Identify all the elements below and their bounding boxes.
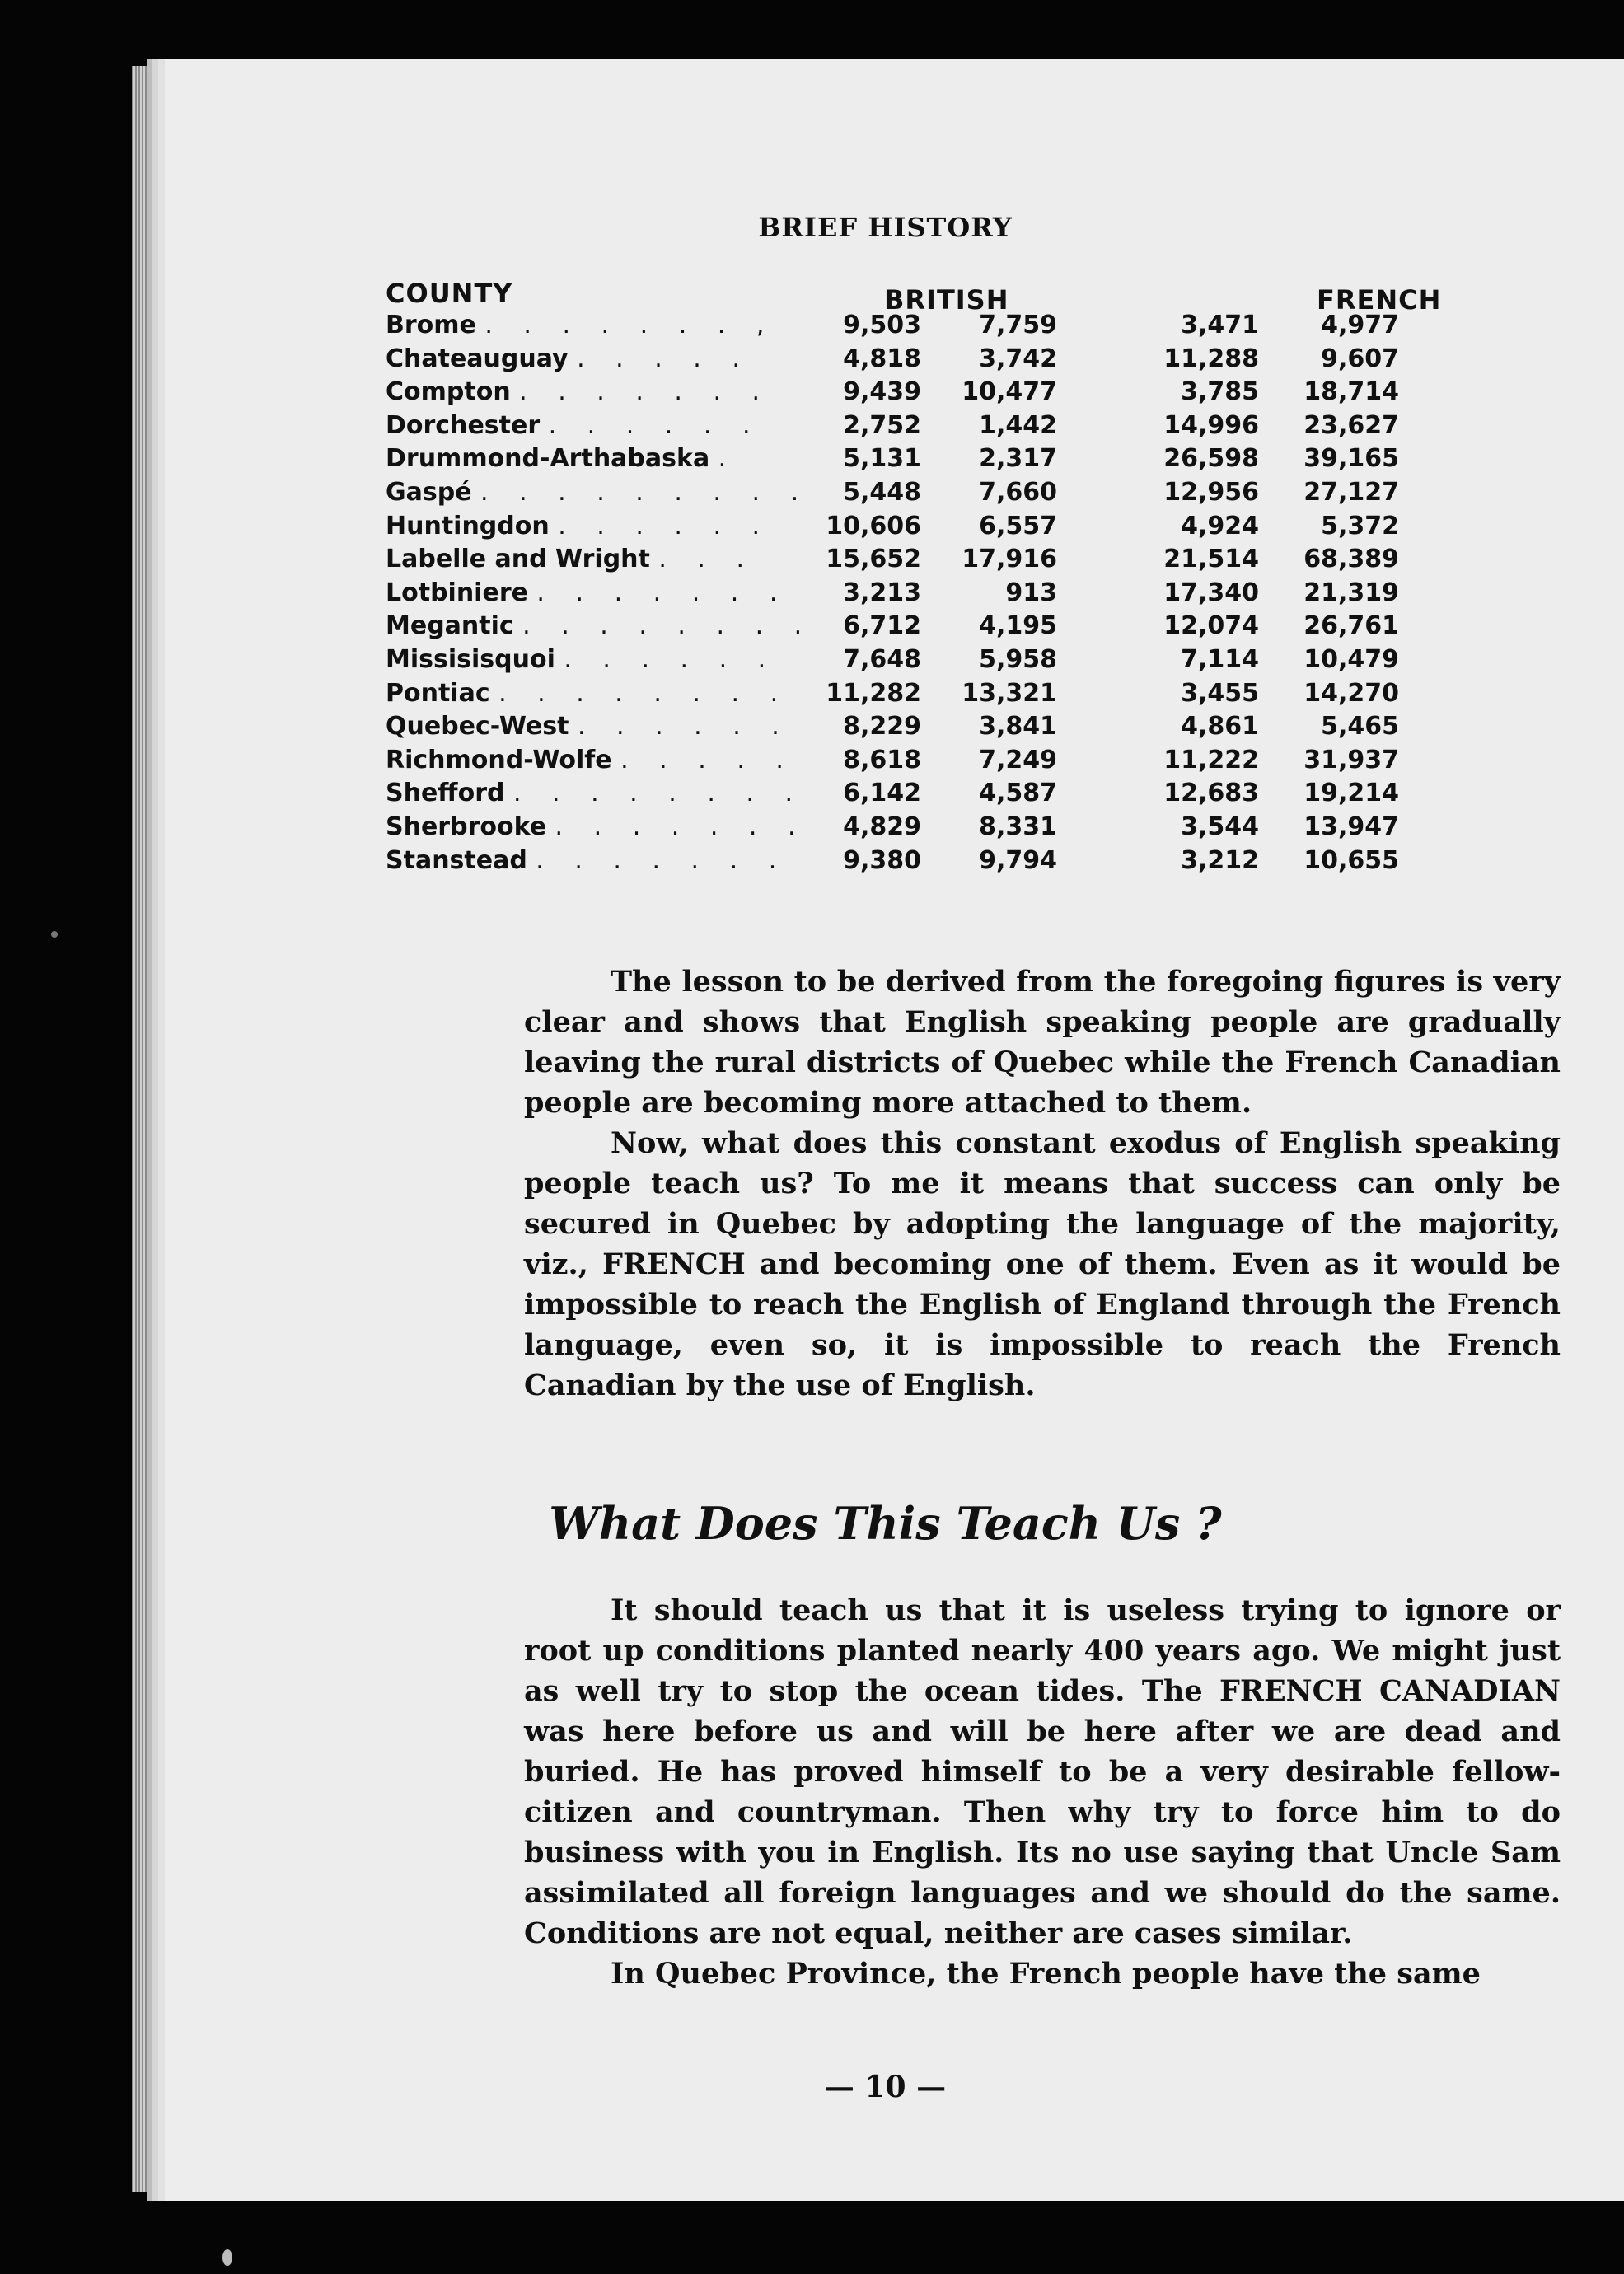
british-value-1: 15,652 xyxy=(826,545,921,574)
french-value-2: 23,627 xyxy=(1303,410,1399,440)
british-value-2: 3,841 xyxy=(979,712,1057,742)
table-row xyxy=(386,478,1572,512)
county-name xyxy=(386,679,789,708)
county-name xyxy=(386,478,810,507)
county-label: Dorchester xyxy=(386,410,541,440)
british-value-2: 7,759 xyxy=(979,311,1057,339)
french-value-1: 4,924 xyxy=(1181,511,1259,540)
table-row xyxy=(386,377,1572,411)
french-value-1: 14,996 xyxy=(1163,410,1259,440)
british-value-1: 5,448 xyxy=(843,477,921,507)
leader-dots: . . . . . . . . . xyxy=(480,477,811,507)
page-number: — 10 — xyxy=(824,2070,947,2104)
county-name xyxy=(386,444,737,473)
british-value-2: 8,331 xyxy=(979,812,1057,841)
table-row xyxy=(386,344,1572,378)
british-value-2: 7,660 xyxy=(979,477,1057,507)
french-value-2: 27,127 xyxy=(1303,477,1399,507)
paragraph: In Quebec Province, the French people have the same xyxy=(611,1957,1481,1991)
british-value-1: 4,829 xyxy=(843,812,921,841)
leader-dots: . . . . . . . . xyxy=(512,779,804,808)
county-name xyxy=(386,512,771,540)
leader-dots: . . . . . . . . xyxy=(498,678,790,708)
british-value-1: 5,131 xyxy=(843,444,921,474)
paragraph: The lesson to be derived from the foregoing figures is very clear and shows that English speaking people are gradually leaving the rural districts of Quebec while the French Canadian people are becoming more attached to them. xyxy=(524,965,1561,1120)
french-value-2: 5,465 xyxy=(1321,712,1399,742)
british-value-1: 11,282 xyxy=(826,678,921,708)
french-value-2: 26,761 xyxy=(1303,611,1399,641)
british-value-2: 6,557 xyxy=(979,511,1057,540)
section-heading: What Does This Teach Us ? xyxy=(549,1497,1222,1550)
body-paragraphs-1 xyxy=(524,962,1561,1406)
county-name xyxy=(386,377,771,406)
french-value-2: 21,319 xyxy=(1303,578,1399,607)
french-value-1: 17,340 xyxy=(1163,578,1259,607)
leader-dots: . . . . . . xyxy=(564,644,778,674)
french-value-1: 11,288 xyxy=(1163,344,1259,373)
county-name xyxy=(386,578,789,607)
leader-dots: . . . . . . xyxy=(558,511,772,540)
french-value-1: 3,455 xyxy=(1181,678,1259,708)
french-value-2: 14,270 xyxy=(1303,678,1399,708)
british-value-2: 913 xyxy=(1005,578,1057,607)
county-label: Megantic xyxy=(386,611,514,641)
county-name xyxy=(386,846,788,875)
table-row xyxy=(386,679,1572,713)
leader-dots: . . . . . . xyxy=(548,410,762,440)
county-name xyxy=(386,746,795,774)
county-name xyxy=(386,311,775,339)
table-row xyxy=(386,512,1572,545)
british-value-1: 6,712 xyxy=(843,611,921,641)
british-value-2: 4,195 xyxy=(979,611,1057,641)
table-row xyxy=(386,444,1572,478)
header-british: BRITISH xyxy=(884,284,1009,316)
french-value-2: 19,214 xyxy=(1303,779,1399,808)
leader-dots: . xyxy=(718,444,738,474)
french-value-1: 12,956 xyxy=(1163,477,1259,507)
scan-speck xyxy=(222,2249,232,2266)
leader-dots: . . . . . xyxy=(620,745,795,774)
french-value-1: 7,114 xyxy=(1181,644,1259,674)
british-value-1: 9,380 xyxy=(843,845,921,875)
leader-dots: . . . . . . . xyxy=(519,377,772,407)
book-page xyxy=(147,59,1624,2201)
county-label: Huntingdon xyxy=(386,511,550,540)
french-value-1: 26,598 xyxy=(1163,444,1259,474)
paragraph: Now, what does this constant exodus of English speaking people teach us? To me it means that success can only be secured in Quebec by adopting the language of the majority, viz., FRENCH and becoming one of them. Even as it would be impossible to reach the English of England through the French language, even so, it is impossible to reach the French Canadian by the use of English. xyxy=(524,1126,1561,1402)
county-label: Gaspé xyxy=(386,477,472,507)
french-value-1: 12,074 xyxy=(1163,611,1259,641)
running-head: BRIEF HISTORY xyxy=(758,212,1013,243)
french-value-1: 3,212 xyxy=(1181,845,1259,875)
french-value-1: 3,471 xyxy=(1181,311,1259,339)
french-value-2: 9,607 xyxy=(1321,344,1399,373)
table-row xyxy=(386,779,1572,812)
british-value-1: 6,142 xyxy=(843,779,921,808)
table-row xyxy=(386,645,1572,679)
french-value-1: 12,683 xyxy=(1163,779,1259,808)
leader-dots: . . . xyxy=(658,545,756,574)
french-value-2: 39,165 xyxy=(1303,444,1399,474)
body-paragraphs-2 xyxy=(524,1590,1561,1994)
leader-dots: . . . . . . . xyxy=(536,578,789,607)
scan-speck xyxy=(51,931,58,938)
british-value-1: 9,439 xyxy=(843,377,921,407)
table-row xyxy=(386,611,1572,645)
county-label: Drummond-Arthabaska xyxy=(386,444,710,474)
county-label: Brome xyxy=(386,311,476,339)
british-value-1: 9,503 xyxy=(843,311,921,339)
british-value-1: 10,606 xyxy=(826,511,921,540)
county-label: Compton xyxy=(386,377,511,407)
county-label: Sherbrooke xyxy=(386,812,547,841)
british-value-2: 3,742 xyxy=(979,344,1057,373)
county-name xyxy=(386,344,751,373)
table-row xyxy=(386,712,1572,746)
leader-dots: . . . . . . . , xyxy=(484,311,776,339)
table-row xyxy=(386,411,1572,445)
county-name xyxy=(386,779,804,807)
british-value-1: 4,818 xyxy=(843,344,921,373)
county-name xyxy=(386,812,807,841)
british-value-2: 9,794 xyxy=(979,845,1057,875)
british-value-2: 10,477 xyxy=(962,377,1057,407)
county-label: Missisisquoi xyxy=(386,644,555,674)
french-value-1: 4,861 xyxy=(1181,712,1259,742)
french-value-2: 18,714 xyxy=(1303,377,1399,407)
british-value-2: 5,958 xyxy=(979,644,1057,674)
county-label: Richmond-Wolfe xyxy=(386,745,612,774)
french-value-2: 5,372 xyxy=(1321,511,1399,540)
header-county: COUNTY xyxy=(386,278,513,309)
french-value-2: 31,937 xyxy=(1303,745,1399,774)
british-value-2: 7,249 xyxy=(979,745,1057,774)
french-value-2: 13,947 xyxy=(1303,812,1399,841)
county-name xyxy=(386,611,813,640)
french-value-2: 10,655 xyxy=(1303,845,1399,875)
county-label: Shefford xyxy=(386,779,505,808)
leader-dots: . . . . . . . xyxy=(555,812,807,841)
county-label: Labelle and Wright xyxy=(386,545,650,574)
british-value-2: 1,442 xyxy=(979,410,1057,440)
county-label: Lotbiniere xyxy=(386,578,528,607)
leader-dots: . . . . . . . . xyxy=(522,611,814,641)
county-population-table xyxy=(386,278,1572,879)
british-value-2: 4,587 xyxy=(979,779,1057,808)
british-value-2: 2,317 xyxy=(979,444,1057,474)
table-body xyxy=(386,311,1572,879)
leader-dots: . . . . . . . xyxy=(536,845,789,875)
leader-dots: . . . . . xyxy=(577,344,751,373)
british-value-1: 8,618 xyxy=(843,745,921,774)
table-row xyxy=(386,746,1572,779)
french-value-1: 3,785 xyxy=(1181,377,1259,407)
british-value-1: 2,752 xyxy=(843,410,921,440)
french-value-2: 68,389 xyxy=(1303,545,1399,574)
french-value-1: 11,222 xyxy=(1163,745,1259,774)
county-name xyxy=(386,645,777,674)
county-label: Chateauguay xyxy=(386,344,569,373)
county-label: Pontiac xyxy=(386,678,490,708)
table-row xyxy=(386,812,1572,846)
british-value-2: 17,916 xyxy=(962,545,1057,574)
county-label: Stanstead xyxy=(386,845,527,875)
header-french: FRENCH xyxy=(1317,284,1442,316)
county-label: Quebec-West xyxy=(386,712,569,742)
table-row xyxy=(386,311,1572,344)
french-value-2: 10,479 xyxy=(1303,644,1399,674)
table-row xyxy=(386,846,1572,880)
leader-dots: . . . . . . xyxy=(577,712,791,742)
british-value-1: 3,213 xyxy=(843,578,921,607)
french-value-2: 4,977 xyxy=(1321,311,1399,339)
british-value-2: 13,321 xyxy=(962,678,1057,708)
table-row xyxy=(386,578,1572,612)
table-header-row xyxy=(386,278,1572,316)
french-value-1: 3,544 xyxy=(1181,812,1259,841)
british-value-1: 8,229 xyxy=(843,712,921,742)
british-value-1: 7,648 xyxy=(843,644,921,674)
french-value-1: 21,514 xyxy=(1163,545,1259,574)
page-binding-edge xyxy=(132,66,147,2192)
paragraph: It should teach us that it is useless trying to ignore or root up conditions planted nearly 400 years ago. We might just as well try to stop the ocean tides. The FRENCH CANADIAN was here before us and will be here after we are dead and buried. He has proved himself to be a very desirable fellow-citizen and countryman. Then why try to force him to do business with you in English. Its no use saying that Uncle Sam assimilated all foreign languages and we should do the same. Conditions are not equal, neither are cases similar. xyxy=(524,1593,1561,1950)
county-name xyxy=(386,545,756,573)
table-row xyxy=(386,545,1572,578)
county-name xyxy=(386,712,791,741)
county-name xyxy=(386,411,762,440)
